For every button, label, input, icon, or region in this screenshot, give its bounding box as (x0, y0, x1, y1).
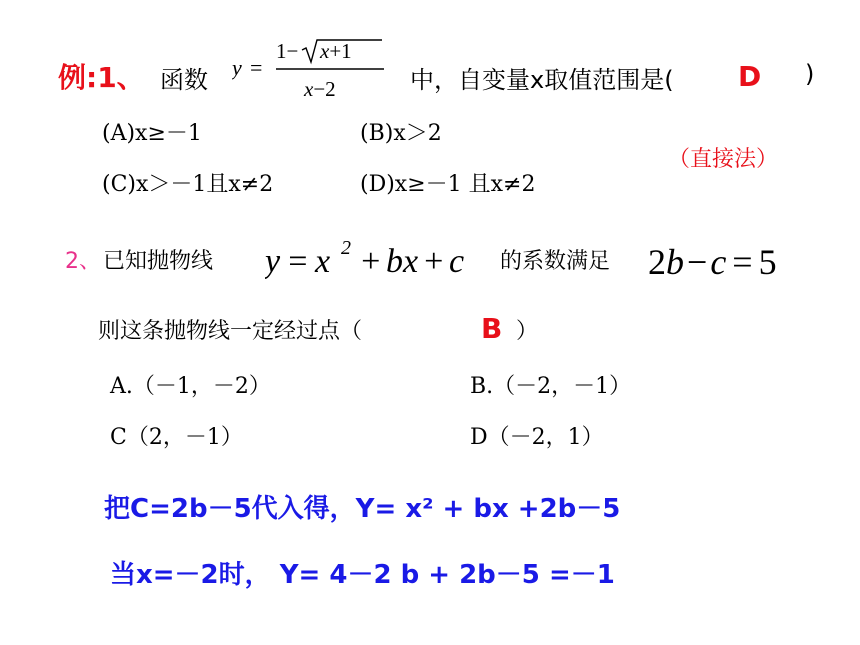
parabola-formula-svg (265, 236, 495, 286)
formula-y: y (232, 55, 242, 80)
question-1-text: 中，自变量x取值范围是( (410, 66, 674, 94)
question-2-option-c: C（2，－1） (110, 425, 243, 450)
question-2-close-paren: ） (516, 319, 539, 344)
formula-equals: = (250, 55, 263, 80)
solution-line-1: 把C=2b－5代入得，Y= x² + bx +2b－5 (104, 494, 621, 524)
question-2-text-intro: 已知抛物线 (103, 249, 214, 274)
question-2-number: 2、 (65, 249, 101, 274)
fraction-formula (232, 38, 392, 104)
numerator-one: 1− (276, 39, 299, 63)
solution-line-2: 当x=－2时， Y= 4－2 b + 2b－5 =－1 (110, 560, 615, 590)
question-2-text-mid: 的系数满足 (500, 249, 611, 274)
question-1-close-paren: ) (805, 60, 815, 88)
question-2-parabola-formula (265, 236, 495, 295)
question-2-text-ask: 则这条抛物线一定经过点（ (98, 319, 363, 344)
parabola-rest: + bx + c (359, 243, 465, 280)
question-2-option-a: A.（－1，－2） (110, 374, 271, 399)
question-2-option-b: B.（－2，－1） (470, 374, 632, 399)
question-1-method-note: （直接法） (668, 147, 779, 172)
question-1-formula (232, 38, 392, 108)
question-1-option-b: (B)x＞2 (360, 121, 442, 146)
question-1-option-c: (C)x＞－1且x≠2 (102, 172, 274, 197)
parabola-y: y = x (265, 243, 331, 280)
denominator: x−2 (304, 77, 336, 101)
radicand: x+1 (320, 39, 352, 63)
question-1-function-word: 函数 (160, 66, 208, 94)
question-2-answer: B (481, 312, 503, 345)
condition-formula-svg (648, 236, 798, 286)
condition-text: 2b−c = 5 (648, 242, 777, 282)
question-1-label: 例:1、 (58, 61, 145, 94)
parabola-exponent: 2 (341, 237, 351, 259)
question-2-option-d: D（－2，1） (470, 425, 604, 450)
question-2-condition (648, 236, 798, 295)
question-1-option-d: (D)x≥－1 且x≠2 (360, 172, 536, 197)
question-1-option-a: (A)x≥－1 (102, 121, 202, 146)
question-1-answer: D (738, 60, 762, 93)
